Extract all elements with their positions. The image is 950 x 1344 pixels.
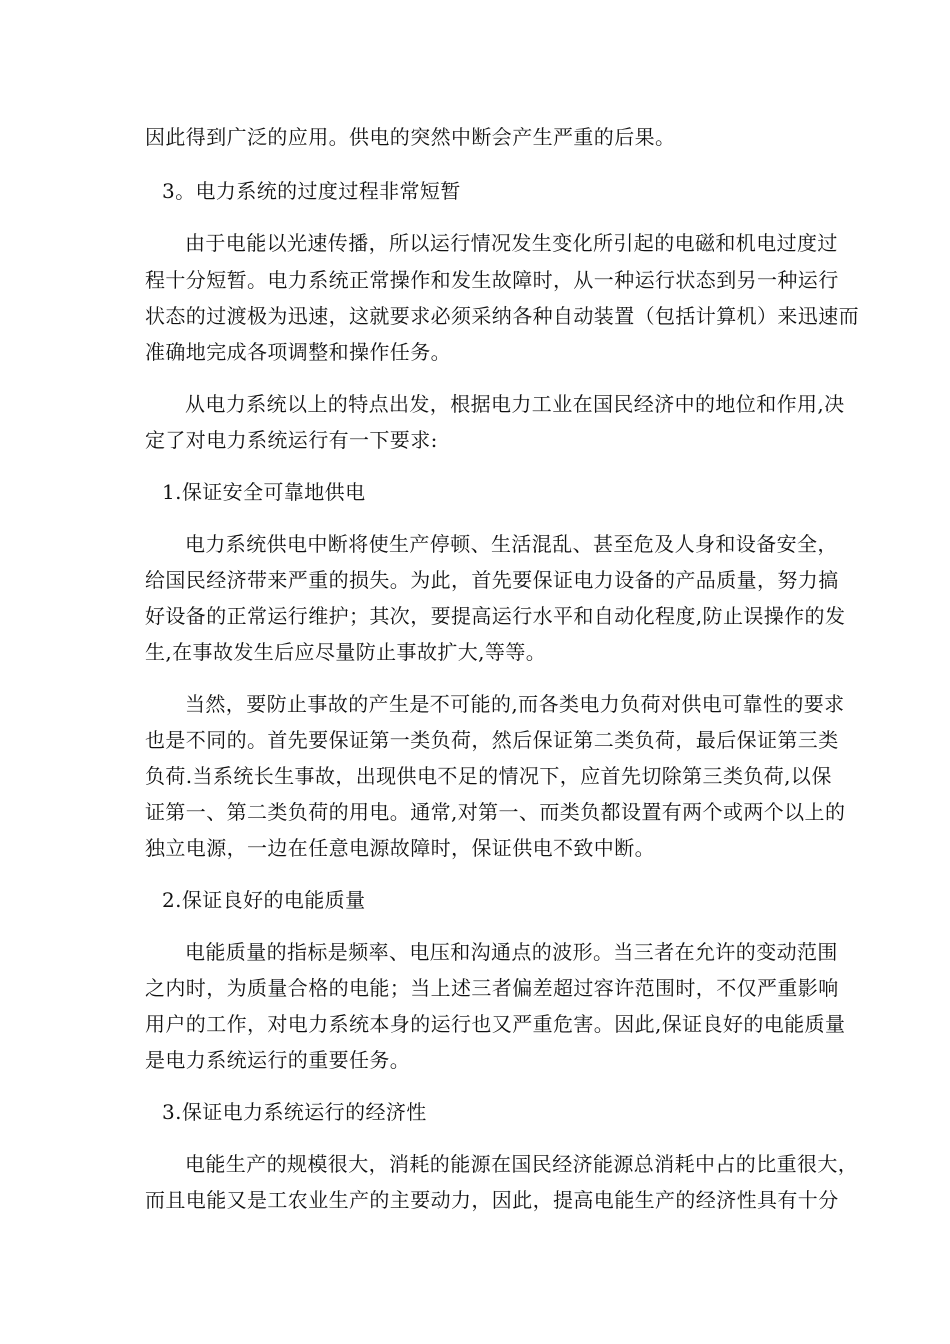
paragraph-line: 也是不同的。首先要保证第一类负荷，然后保证第二类负荷，最后保证第三类 (145, 728, 839, 752)
section-heading: 3。电力系统的过度过程非常短暂 (162, 179, 461, 203)
section-heading: 2.保证良好的电能质量 (162, 888, 366, 912)
paragraph-line: 电力系统供电中断将使生产停顿、生活混乱、甚至危及人身和设备安全， (185, 532, 838, 556)
paragraph-line: 负荷.当系统长生事故，出现供电不足的情况下，应首先切除第三类负荷,以保 (145, 764, 832, 788)
paragraph-line: 准确地完成各项调整和操作任务。 (145, 340, 451, 364)
paragraph-line: 电能质量的指标是频率、电压和沟通点的波形。当三者在允许的变动范围 (185, 940, 838, 964)
paragraph-line: 定了对电力系统运行有一下要求: (145, 428, 438, 452)
paragraph-line: 是电力系统运行的重要任务。 (145, 1048, 411, 1072)
paragraph-line: 电能生产的规模很大，消耗的能源在国民经济能源总消耗中占的比重很大， (185, 1152, 859, 1176)
paragraph-line: 生,在事故发生后应尽量防止事故扩大,等等。 (145, 640, 547, 664)
section-heading: 3.保证电力系统运行的经济性 (162, 1100, 427, 1124)
paragraph-line: 独立电源，一边在任意电源故障时，保证供电不致中断。 (145, 836, 655, 860)
section-heading: 1.保证安全可靠地供电 (162, 480, 366, 504)
paragraph-line: 因此得到广泛的应用。供电的突然中断会产生严重的后果。 (145, 125, 676, 149)
paragraph-line: 当然，要防止事故的产生是不可能的,而各类电力负荷对供电可靠性的要求 (185, 692, 845, 716)
paragraph-line: 用户的工作，对电力系统本身的运行也又严重危害。因此,保证良好的电能质量 (145, 1012, 846, 1036)
paragraph-line: 给国民经济带来严重的损失。为此，首先要保证电力设备的产品质量，努力搞 (145, 568, 839, 592)
paragraph-line: 程十分短暂。电力系统正常操作和发生故障时，从一种运行状态到另一种运行 (145, 268, 839, 292)
paragraph-line: 之内时，为质量合格的电能；当上述三者偏差超过容许范围时，不仅严重影响 (145, 976, 839, 1000)
paragraph-line: 而且电能又是工农业生产的主要动力，因此，提高电能生产的经济性具有十分 (145, 1188, 839, 1212)
paragraph-line: 证第一、第二类负荷的用电。通常,对第一、而类负都设置有两个或两个以上的 (145, 800, 846, 824)
paragraph-line: 好设备的正常运行维护；其次，要提高运行水平和自动化程度,防止误操作的发 (145, 604, 846, 628)
paragraph-line: 从电力系统以上的特点出发，根据电力工业在国民经济中的地位和作用,决 (185, 392, 845, 416)
paragraph-line: 由于电能以光速传播，所以运行情况发生变化所引起的电磁和机电过度过 (185, 231, 838, 255)
paragraph-line: 状态的过渡极为迅速，这就要求必须采纳各种自动装置（包括计算机）来迅速而 (145, 304, 859, 328)
